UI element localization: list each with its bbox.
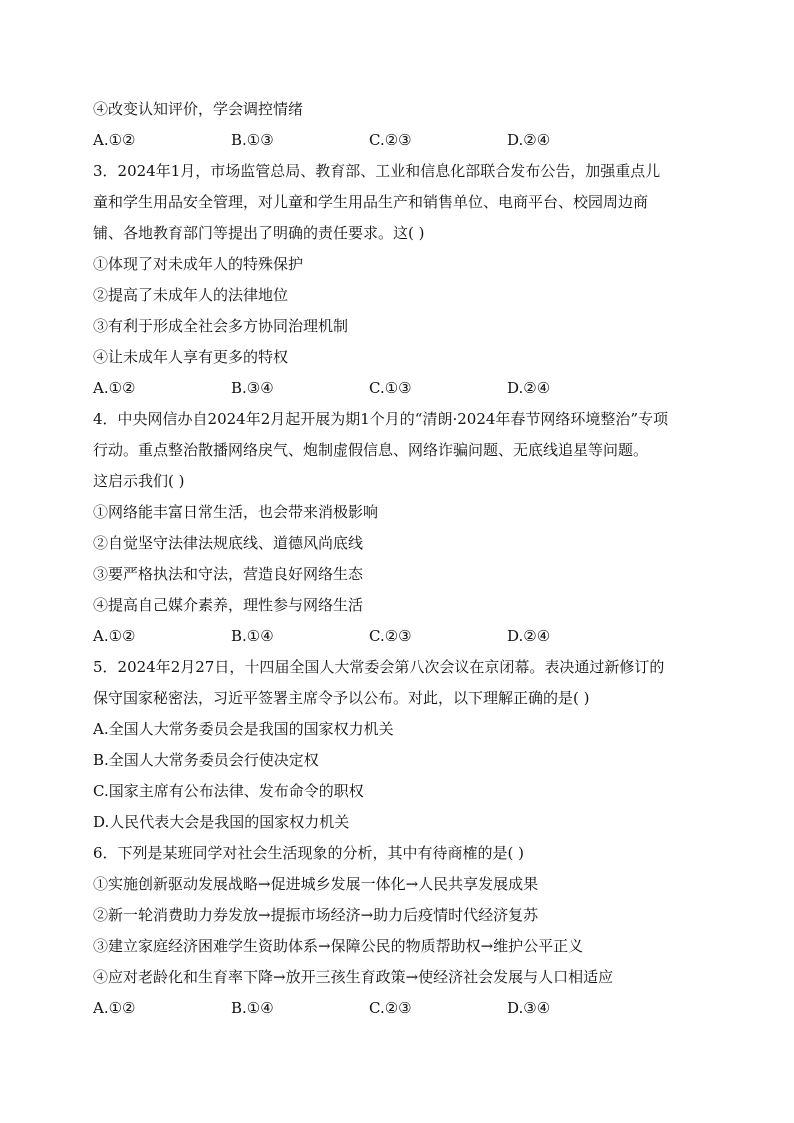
q6-option-b: B.①④ bbox=[231, 999, 274, 1017]
q3-stem-line-2: 童和学生用品安全管理，对儿童和学生用品生产和销售单位、电商平台、校园周边商 bbox=[93, 193, 649, 211]
q4-option-d: D.②④ bbox=[507, 627, 551, 645]
q3-stem-line-1: 3．2024年1月，市场监管总局、教育部、工业和信息化部联合发布公告，加强重点儿 bbox=[93, 162, 661, 180]
q4-statement-3: ③要严格执法和守法，营造良好网络生态 bbox=[93, 565, 364, 583]
q3-options bbox=[93, 373, 713, 404]
q3-option-b: B.③④ bbox=[231, 379, 274, 397]
q6-statement-3: ③建立家庭经济困难学生资助体系→保障公民的物质帮助权→维护公平正义 bbox=[93, 937, 584, 955]
q4-options bbox=[93, 621, 713, 652]
q3-statement-1: ①体现了对未成年人的特殊保护 bbox=[93, 255, 304, 273]
q4-option-b: B.①④ bbox=[231, 627, 274, 645]
q6-option-a: A.①② bbox=[93, 999, 136, 1017]
q4-option-a: A.①② bbox=[93, 627, 136, 645]
q5-stem-line-2: 保守国家秘密法，习近平签署主席令予以公布。对此，以下理解正确的是( ) bbox=[93, 689, 590, 707]
q2-option-a: A.①② bbox=[93, 131, 136, 149]
q2-option-d: D.②④ bbox=[507, 131, 551, 149]
q5-choice-b: B.全国人大常务委员会行使决定权 bbox=[93, 751, 319, 769]
q6-options bbox=[93, 993, 713, 1024]
q5-stem-line-1: 5．2024年2月27日，十四届全国人大常委会第八次会议在京闭幕。表决通过新修订的 bbox=[93, 658, 665, 676]
q4-statement-2: ②自觉坚守法律法规底线、道德风尚底线 bbox=[93, 534, 364, 552]
q4-stem-line-1: 4．中央网信办自2024年2月起开展为期1个月的“清朗·2024年春节网络环境整治”专项 bbox=[93, 410, 669, 428]
q2-options bbox=[93, 125, 713, 156]
q3-stem-line-3: 铺、各地教育部门等提出了明确的责任要求。这( ) bbox=[93, 224, 425, 242]
q5-choice-a: A.全国人大常务委员会是我国的国家权力机关 bbox=[93, 720, 394, 738]
q2-option-b: B.①③ bbox=[231, 131, 274, 149]
q6-statement-1: ①实施创新驱动发展战略→促进城乡发展一体化→人民共享发展成果 bbox=[93, 875, 539, 893]
q5-choice-c: C.国家主席有公布法律、发布命令的职权 bbox=[93, 782, 364, 800]
q2-statement-4: ④改变认知评价，学会调控情绪 bbox=[93, 100, 304, 118]
q4-statement-1: ①网络能丰富日常生活，也会带来消极影响 bbox=[93, 503, 379, 521]
q4-stem-line-3: 这启示我们( ) bbox=[93, 472, 185, 490]
q6-option-c: C.②③ bbox=[369, 999, 412, 1017]
q3-statement-2: ②提高了未成年人的法律地位 bbox=[93, 286, 289, 304]
q3-option-d: D.②④ bbox=[507, 379, 551, 397]
q5-choice-d: D.人民代表大会是我国的国家权力机关 bbox=[93, 813, 350, 831]
q6-option-d: D.③④ bbox=[507, 999, 551, 1017]
q4-stem-line-2: 行动。重点整治散播网络戾气、炮制虚假信息、网络诈骗问题、无底线追星等问题。 bbox=[93, 441, 649, 459]
question-content bbox=[93, 94, 713, 1024]
q6-statement-2: ②新一轮消费助力券发放→提振市场经济→助力后疫情时代经济复苏 bbox=[93, 906, 539, 924]
q3-statement-4: ④让未成年人享有更多的特权 bbox=[93, 348, 289, 366]
q3-option-c: C.①③ bbox=[369, 379, 412, 397]
q2-option-c: C.②③ bbox=[369, 131, 412, 149]
q6-statement-4: ④应对老龄化和生育率下降→放开三孩生育政策→使经济社会发展与人口相适应 bbox=[93, 968, 614, 986]
q3-statement-3: ③有利于形成全社会多方协同治理机制 bbox=[93, 317, 349, 335]
q4-statement-4: ④提高自己媒介素养，理性参与网络生活 bbox=[93, 596, 364, 614]
q4-option-c: C.②③ bbox=[369, 627, 412, 645]
q3-option-a: A.①② bbox=[93, 379, 136, 397]
q6-stem-line-1: 6．下列是某班同学对社会生活现象的分析，其中有待商榷的是( ) bbox=[93, 844, 525, 862]
